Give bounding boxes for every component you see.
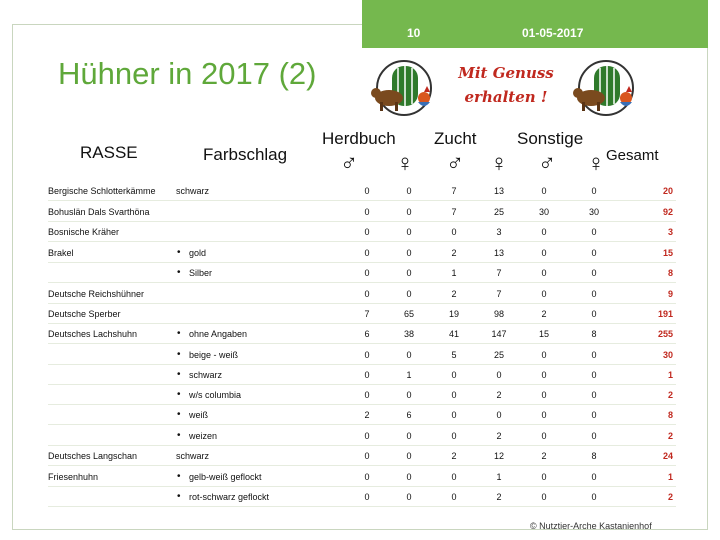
row-count: 98 (493, 309, 504, 319)
row-rasse: Deutsche Sperber (48, 309, 121, 319)
row-total: 30 (662, 350, 673, 360)
header-zucht: Zucht (434, 129, 477, 148)
row-count: 0 (591, 410, 597, 420)
row-count: 0 (541, 492, 547, 502)
row-rasse: Brakel (48, 248, 74, 258)
table-row (48, 304, 673, 324)
row-count: 0 (591, 370, 597, 380)
row-count: 0 (364, 390, 370, 400)
table-row (48, 263, 673, 283)
slide-date: 01-05-2017 (522, 26, 584, 40)
row-count: 25 (493, 207, 504, 217)
row-count: 7 (451, 207, 457, 217)
row-count: 7 (451, 186, 457, 196)
row-count: 0 (364, 431, 370, 441)
row-count: 0 (406, 207, 412, 217)
bullet-icon: • (177, 349, 181, 360)
bullet-icon: • (177, 267, 181, 278)
row-total: 2 (667, 390, 673, 400)
row-count: 12 (493, 451, 504, 461)
row-total: 255 (657, 329, 673, 339)
row-count: 0 (364, 492, 370, 502)
header-zucht-female: ♀ (490, 150, 508, 177)
row-count: 3 (496, 227, 502, 237)
row-farbschlag: schwarz (176, 451, 210, 461)
footer-copyright: © Nutztier-Arche Kastanienhof (530, 521, 652, 531)
row-total: 2 (667, 492, 673, 502)
row-count: 0 (451, 227, 457, 237)
row-count: 15 (538, 329, 549, 339)
farm-logo-left-icon (364, 58, 440, 118)
row-count: 0 (451, 472, 457, 482)
row-count: 0 (541, 268, 547, 278)
row-count: 8 (591, 451, 597, 461)
header-zucht-male: ♂ (446, 150, 464, 177)
row-count: 6 (406, 410, 412, 420)
table-row (48, 243, 673, 263)
header-herdbuch: Herdbuch (322, 129, 396, 148)
row-total: 20 (662, 186, 673, 196)
row-total: 3 (667, 227, 673, 237)
table-row (48, 385, 673, 405)
bullet-icon: • (177, 409, 181, 420)
row-count: 0 (541, 227, 547, 237)
row-count: 7 (364, 309, 370, 319)
row-count: 38 (403, 329, 414, 339)
row-total: 2 (667, 431, 673, 441)
row-count: 0 (541, 289, 547, 299)
row-farbschlag: Silber (189, 268, 213, 278)
row-total: 1 (667, 472, 673, 482)
row-count: 2 (451, 248, 457, 258)
row-total: 191 (657, 309, 673, 319)
row-farbschlag: rot-schwarz geflockt (189, 492, 270, 502)
row-count: 0 (591, 492, 597, 502)
row-count: 30 (588, 207, 599, 217)
table-row (48, 405, 673, 425)
row-count: 0 (541, 410, 547, 420)
header-gesamt: Gesamt (606, 147, 659, 164)
table-row (48, 446, 673, 466)
row-count: 0 (364, 472, 370, 482)
header-herdbuch-female: ♀ (396, 150, 414, 177)
row-rasse: Bergische Schlotterkämme (48, 186, 156, 196)
row-count: 0 (591, 289, 597, 299)
row-count: 0 (364, 289, 370, 299)
row-farbschlag: w/s columbia (189, 390, 242, 400)
row-count: 0 (406, 248, 412, 258)
row-count: 0 (364, 268, 370, 278)
row-farbschlag: gold (189, 248, 207, 258)
table-row (48, 426, 673, 446)
table-row (48, 222, 673, 242)
row-count: 2 (451, 289, 457, 299)
row-count: 2 (496, 431, 502, 441)
row-count: 2 (451, 451, 457, 461)
row-count: 0 (364, 350, 370, 360)
row-count: 0 (406, 492, 412, 502)
row-count: 0 (406, 390, 412, 400)
row-count: 0 (451, 390, 457, 400)
row-count: 0 (541, 370, 547, 380)
header-herdbuch-male: ♂ (340, 150, 358, 177)
row-count: 0 (541, 431, 547, 441)
row-count: 0 (591, 431, 597, 441)
row-count: 0 (591, 350, 597, 360)
row-rasse: Friesenhuhn (48, 472, 99, 482)
row-count: 0 (541, 350, 547, 360)
row-count: 0 (496, 410, 502, 420)
row-count: 147 (491, 329, 507, 339)
row-count: 0 (541, 472, 547, 482)
row-rasse: Deutsches Lachshuhn (48, 329, 138, 339)
row-count: 0 (364, 186, 370, 196)
row-count: 19 (448, 309, 459, 319)
slogan (456, 61, 556, 109)
row-count: 0 (591, 268, 597, 278)
row-count: 0 (591, 227, 597, 237)
row-count: 0 (406, 451, 412, 461)
row-count: 0 (406, 431, 412, 441)
row-farbschlag: weiß (189, 410, 209, 420)
row-total: 15 (662, 248, 673, 258)
header-farbschlag: Farbschlag (203, 145, 288, 164)
row-count: 2 (496, 390, 502, 400)
slide-number: 10 (407, 26, 421, 40)
row-count: 2 (541, 451, 547, 461)
table-row (48, 284, 673, 304)
bullet-icon: • (177, 430, 181, 441)
row-count: 0 (406, 268, 412, 278)
row-count: 65 (403, 309, 414, 319)
row-total: 92 (662, 207, 673, 217)
row-count: 0 (406, 186, 412, 196)
header-sonstige-female: ♀ (587, 150, 605, 177)
row-count: 6 (364, 329, 370, 339)
row-count: 7 (496, 268, 502, 278)
row-count: 0 (451, 370, 457, 380)
bullet-icon: • (177, 247, 181, 258)
row-count: 13 (493, 186, 504, 196)
row-count: 0 (496, 370, 502, 380)
row-count: 0 (364, 451, 370, 461)
top-bar (362, 0, 708, 48)
row-count: 0 (451, 410, 457, 420)
row-count: 0 (364, 370, 370, 380)
row-rasse: Bosnische Kräher (48, 227, 120, 237)
row-count: 0 (406, 227, 412, 237)
header-rasse: RASSE (80, 143, 138, 162)
row-count: 25 (493, 350, 504, 360)
row-count: 0 (591, 309, 597, 319)
row-rasse: Bohuslän Dals Svarthöna (48, 207, 150, 217)
row-count: 30 (538, 207, 549, 217)
row-count: 8 (591, 329, 597, 339)
table-row (48, 324, 673, 344)
row-count: 0 (591, 186, 597, 196)
row-count: 2 (541, 309, 547, 319)
row-count: 0 (541, 186, 547, 196)
page-title: Hühner in 2017 (2) (58, 56, 317, 91)
row-count: 5 (451, 350, 457, 360)
row-count: 13 (493, 248, 504, 258)
table-row (48, 365, 673, 385)
row-count: 7 (496, 289, 502, 299)
row-farbschlag: weizen (189, 431, 218, 441)
row-count: 2 (496, 492, 502, 502)
table-row (48, 487, 673, 507)
row-count: 0 (364, 207, 370, 217)
row-farbschlag: beige - weiß (189, 350, 239, 360)
row-count: 0 (364, 248, 370, 258)
table-row (48, 181, 673, 201)
row-count: 1 (496, 472, 502, 482)
row-total: 24 (662, 451, 673, 461)
row-count: 1 (451, 268, 457, 278)
bullet-icon: • (177, 328, 181, 339)
row-count: 0 (591, 472, 597, 482)
header-sonstige-male: ♂ (538, 150, 556, 177)
bullet-icon: • (177, 471, 181, 482)
row-count: 0 (541, 390, 547, 400)
row-total: 8 (667, 268, 673, 278)
header-sonstige: Sonstige (517, 129, 584, 148)
row-farbschlag: schwarz (189, 370, 223, 380)
bullet-icon: • (177, 389, 181, 400)
row-count: 41 (448, 329, 459, 339)
row-count: 0 (364, 227, 370, 237)
bullet-icon: • (177, 369, 181, 380)
row-count: 0 (541, 248, 547, 258)
row-total: 9 (667, 289, 673, 299)
row-count: 0 (406, 350, 412, 360)
row-farbschlag: gelb-weiß geflockt (189, 472, 262, 482)
row-count: 0 (406, 472, 412, 482)
table-row (48, 467, 673, 487)
bullet-icon: • (177, 491, 181, 502)
row-count: 0 (451, 492, 457, 502)
row-count: 0 (406, 289, 412, 299)
row-count: 0 (591, 390, 597, 400)
row-count: 1 (406, 370, 412, 380)
row-rasse: Deutsche Reichshühner (48, 289, 145, 299)
row-rasse: Deutsches Langschan (48, 451, 138, 461)
row-count: 2 (364, 410, 370, 420)
slogan-line-2: erhalten ! (464, 88, 548, 106)
row-farbschlag: ohne Angaben (189, 329, 248, 339)
row-total: 8 (667, 410, 673, 420)
row-count: 0 (591, 248, 597, 258)
row-farbschlag: schwarz (176, 186, 210, 196)
farm-logo-right-icon (566, 58, 642, 118)
row-count: 0 (451, 431, 457, 441)
table-row (48, 202, 673, 222)
slogan-line-1: Mit Genuss (458, 64, 554, 82)
row-total: 1 (667, 370, 673, 380)
table-row (48, 345, 673, 365)
